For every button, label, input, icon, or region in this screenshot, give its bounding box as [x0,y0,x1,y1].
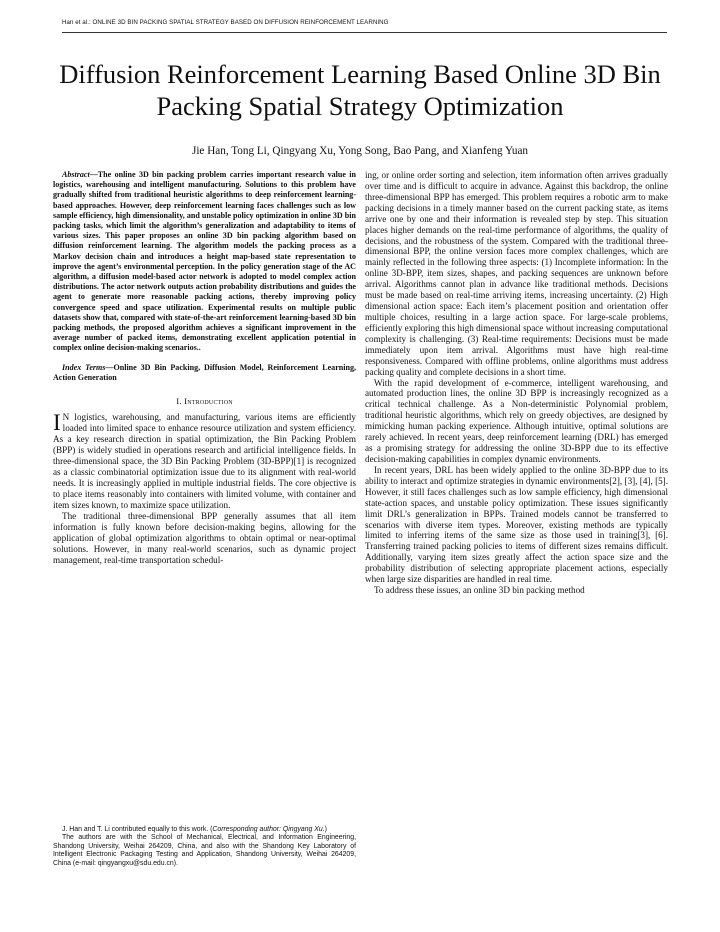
index-terms-label: Index Terms [62,362,106,372]
body-paragraph: With the rapid development of e-commerce, intelligent warehousing, and automated production lines, the online 3D BPP is increasingly recognized as a critical technical challenge. As a Non-deterministic Polynomial problem, traditional heuristic algorithms, which rely on greedy objectives, are designed by mimicking human packing experience. Although intuitive, optimal solutions are rarely achieved. In recent years, deep reinforcement learning (DRL) has emerged as a promising strategy for addressing the online 3D-BPP due to its effective decision-making capabilities in complex dynamic environments. [365,377,668,464]
abstract-text: —The online 3D bin packing problem carries important research value in logistics, warehousing and intelligent manufacturing. Solutions to this problem have gradually shifted from traditional heuristic algorithms to deep reinforcement learning-based approaches. However, deep reinforcement learning faces challenges such as low sample efficiency, high dimensionality, and unstable policy optimization in online 3D bin packing tasks, which limit the algorithm’s generalization and adaptability to items of various sizes. This paper proposes an online 3D bin packing algorithm based on diffusion reinforcement learning. The algorithm models the packing process as a Markov decision chain and introduces a height map-based state representation to improve the agent’s environmental perception. In the policy generation stage of the AC algorithm, a diffusion model-based actor network is adopted to model complex action distributions. The actor network outputs action probability distributions and guides the agent to generate more reasonable packing actions, thereby improving policy convergence speed and space utilization. Experimental results on multiple public datasets show that, compared with state-of-the-art reinforcement learning-based 3D bin packing methods, the proposed algorithm achieves a significant improvement in the average number of packed items, demonstrating excellent application potential in complex online decision-making scenarios.. [53,170,356,353]
left-column [53,170,356,566]
header-rule [62,32,667,33]
footnote-contribution: J. Han and T. Li contributed equally to this work. (Corresponding author: Qingyang Xu.) [62,826,327,833]
section-heading: I. Introduction [176,396,233,407]
index-terms [53,363,356,383]
right-column [365,170,668,596]
paper-title: Diffusion Reinforcement Learning Based Online 3D Bin Packing Spatial Strategy Optimization [59,59,661,121]
running-head: Han et al.: ONLINE 3D BIN PACKING SPATIAL STRATEGY BASED ON DIFFUSION REINFORCEMENT LEARNING [62,19,389,26]
body-paragraph: In recent years, DRL has been widely applied to the online 3D-BPP due to its ability to interact and optimize strategies in dynamic environments[2], [3], [4], [5]. However, it still faces challenges such as low sample efficiency, high dimensional state-action spaces, and unstable policy optimization. These issues significantly limit DRL’s generalization in BPPs. Trained models cannot be transferred to scenarios with diverse item types. Moreover, existing methods are typically limited to inferring items of the same size as those used in training[3], [6]. Transferring trained packing policies to items of different sizes remains difficult. Additionally, varying item sizes greatly affect the action space size and the probability distribution of selecting appropriate placement actions, especially when large size disparities are handled in real time. [365,464,668,585]
footnote [53,826,356,868]
abstract-label: Abstract [62,170,90,179]
abstract [53,170,356,354]
author-list: Jie Han, Tong Li, Qingyang Xu, Yong Song, Bao Pang, and Xianfeng Yuan [191,145,529,157]
body-paragraph: ing, or online order sorting and selection, item information often arrives gradually over time and is difficult to acquire in advance. Against this backdrop, the online three-dimensional BPP has emerged. This problem requires a robotic arm to make packing decisions in a timely manner based on the current packing state, as items arrive one by one and their information is revealed step by step. This situation places higher demands on the real-time performance of algorithms, the quality of decisions, and the robustness of the system. Compared with the traditional three-dimensional BPP, the online version faces more complex challenges, which are mainly reflected in the following three aspects: (1) Incomplete information: In the online 3D-BPP, item sizes, shapes, and packing sequences are unknown before arrival. Algorithms cannot plan in advance like traditional methods. Decisions must be made based on real-time arriving items, increasing uncertainty. (2) High dimensional action space: Each item’s placement position and orientation offer multiple choices, resulting in a large action space. For large-scale problems, efficiently exploring this high dimensional space without increasing computational complexity is challenging. (3) Real-time requirements: Decisions must be made immediately upon item arrival. Algorithms must have high real-time responsiveness. Compared with offline problems, online algorithms must address packing quality and complete decisions in a short time. [365,170,668,377]
introduction-body [53,412,356,566]
body-paragraph: To address these issues, an online 3D bin packing method [374,585,585,596]
drop-cap: I [53,410,61,436]
index-terms-text: —Online 3D Bin Packing, Diffusion Model, Reinforcement Learning, Action Generation [53,362,356,382]
intro-paragraph: I N logistics, warehousing, and manufacturing, various items are efficiently loaded into limited space to enhance resource utilization and system efficiency. As a key research direction in spatial optimization, the Bin Packing Problem (BPP) is widely studied in operations research and artificial intelligence fields. In three-dimensional space, the 3D Bin Packing Problem (3D-BPP)[1] is recognized as a classic combinatorial optimization issue due to its alignment with real-world needs. It is increasingly applied in multiple industrial fields. The core objective is to place items reasonably into containers with limited volume, with container and item sizes known, to maximize space utilization. [53,410,356,511]
intro-paragraph: The traditional three-dimensional BPP generally assumes that all item information is fully known before decision-making begins, allowing for the application of global optimization algorithms to obtain optimal or near-optimal solutions. However, in many real-world scenarios, such as dynamic project management, real-time transportation schedul- [53,511,356,566]
footnote-affiliation: The authors are with the School of Mechanical, Electrical, and Information Engineering, Shandong University, Weihai 264209, China, and also with the Shandong Key Laboratory of Intelligent Electronic Packaging Testing and Application, Shandong University, Weihai 264209, China (e-mail: qingyangxu@sdu.edu.cn). [53,834,356,867]
